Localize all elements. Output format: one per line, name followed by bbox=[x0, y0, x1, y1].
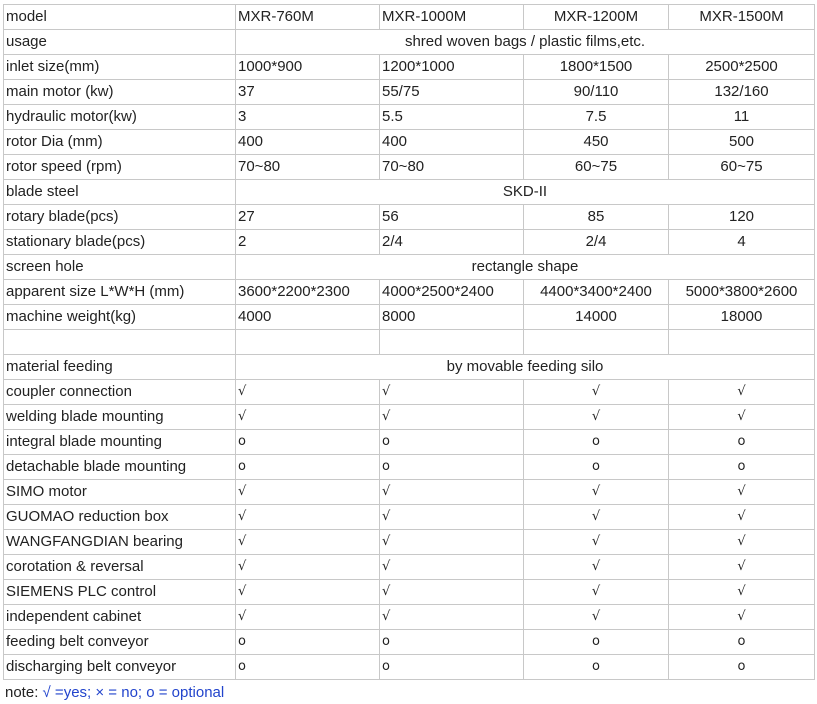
row-label: SIMO motor bbox=[4, 480, 236, 505]
row-value: √ bbox=[380, 380, 524, 405]
row-value: 400 bbox=[236, 130, 380, 155]
table-row bbox=[4, 30, 815, 55]
row-label: welding blade mounting bbox=[4, 405, 236, 430]
header-model: MXR-1000M bbox=[380, 5, 524, 30]
row-label: detachable blade mounting bbox=[4, 455, 236, 480]
row-label: rotor speed (rpm) bbox=[4, 155, 236, 180]
spec-table bbox=[3, 4, 815, 680]
row-value: √ bbox=[380, 555, 524, 580]
row-label: blade steel bbox=[4, 180, 236, 205]
row-value: o bbox=[236, 655, 380, 680]
table-row bbox=[4, 655, 815, 680]
table-row bbox=[4, 630, 815, 655]
header-model: MXR-1200M bbox=[524, 5, 669, 30]
row-value: √ bbox=[524, 555, 669, 580]
row-value: o bbox=[524, 630, 669, 655]
row-value: o bbox=[380, 430, 524, 455]
table-row bbox=[4, 180, 815, 205]
row-value: 4000 bbox=[236, 305, 380, 330]
row-value: 4 bbox=[669, 230, 815, 255]
table-row bbox=[4, 380, 815, 405]
row-label: integral blade mounting bbox=[4, 430, 236, 455]
row-span-value: SKD-II bbox=[236, 180, 815, 205]
row-label: feeding belt conveyor bbox=[4, 630, 236, 655]
table-row bbox=[4, 405, 815, 430]
row-value: √ bbox=[669, 555, 815, 580]
row-value: 60~75 bbox=[669, 155, 815, 180]
table-row bbox=[4, 80, 815, 105]
row-value: 2 bbox=[236, 230, 380, 255]
row-value: 120 bbox=[669, 205, 815, 230]
row-value: √ bbox=[669, 605, 815, 630]
row-value: o bbox=[380, 455, 524, 480]
row-label: rotary blade(pcs) bbox=[4, 205, 236, 230]
row-value: 70~80 bbox=[380, 155, 524, 180]
row-label: SIEMENS PLC control bbox=[4, 580, 236, 605]
row-value: 11 bbox=[669, 105, 815, 130]
row-span-value: by movable feeding silo bbox=[236, 355, 815, 380]
table-row bbox=[4, 330, 815, 355]
row-value: √ bbox=[524, 580, 669, 605]
row-value: 56 bbox=[380, 205, 524, 230]
row-label: apparent size L*W*H (mm) bbox=[4, 280, 236, 305]
row-label: WANGFANGDIAN bearing bbox=[4, 530, 236, 555]
table-row bbox=[4, 230, 815, 255]
row-value: √ bbox=[380, 530, 524, 555]
row-value: √ bbox=[380, 505, 524, 530]
row-label: main motor (kw) bbox=[4, 80, 236, 105]
row-label: screen hole bbox=[4, 255, 236, 280]
row-value: 1200*1000 bbox=[380, 55, 524, 80]
header-model: MXR-1500M bbox=[669, 5, 815, 30]
row-value: √ bbox=[380, 605, 524, 630]
row-value: √ bbox=[236, 380, 380, 405]
row-value: 132/160 bbox=[669, 80, 815, 105]
table-row bbox=[4, 555, 815, 580]
table-row bbox=[4, 255, 815, 280]
row-value: 60~75 bbox=[524, 155, 669, 180]
row-value: 2/4 bbox=[524, 230, 669, 255]
header-label: model bbox=[4, 5, 236, 30]
row-value: √ bbox=[236, 605, 380, 630]
table-row bbox=[4, 530, 815, 555]
row-value: 400 bbox=[380, 130, 524, 155]
row-value: √ bbox=[524, 605, 669, 630]
table-row bbox=[4, 605, 815, 630]
row-label: stationary blade(pcs) bbox=[4, 230, 236, 255]
row-label: inlet size(mm) bbox=[4, 55, 236, 80]
row-value: 2500*2500 bbox=[669, 55, 815, 80]
row-value: 5.5 bbox=[380, 105, 524, 130]
table-row bbox=[4, 430, 815, 455]
row-label: independent cabinet bbox=[4, 605, 236, 630]
note-legend: √ =yes; × = no; o = optional bbox=[42, 684, 225, 701]
row-label: machine weight(kg) bbox=[4, 305, 236, 330]
row-value: √ bbox=[380, 580, 524, 605]
row-value: √ bbox=[669, 480, 815, 505]
row-value: √ bbox=[524, 480, 669, 505]
row-value: √ bbox=[669, 380, 815, 405]
row-value: 18000 bbox=[669, 305, 815, 330]
row-value: √ bbox=[524, 380, 669, 405]
row-value: o bbox=[380, 655, 524, 680]
row-value: √ bbox=[380, 480, 524, 505]
table-row bbox=[4, 205, 815, 230]
row-value: √ bbox=[669, 580, 815, 605]
row-value: 3600*2200*2300 bbox=[236, 280, 380, 305]
row-label: rotor Dia (mm) bbox=[4, 130, 236, 155]
row-value: 1800*1500 bbox=[524, 55, 669, 80]
note-prefix: note: bbox=[5, 684, 43, 701]
row-value: 27 bbox=[236, 205, 380, 230]
row-label: usage bbox=[4, 30, 236, 55]
table-row bbox=[4, 155, 815, 180]
row-value bbox=[236, 330, 380, 355]
table-row bbox=[4, 455, 815, 480]
row-value: o bbox=[524, 455, 669, 480]
row-value: √ bbox=[236, 555, 380, 580]
row-value: √ bbox=[236, 530, 380, 555]
row-value: o bbox=[524, 430, 669, 455]
row-value: √ bbox=[524, 505, 669, 530]
row-value: o bbox=[524, 655, 669, 680]
row-value: o bbox=[380, 630, 524, 655]
table-row bbox=[4, 480, 815, 505]
row-label: GUOMAO reduction box bbox=[4, 505, 236, 530]
row-label: hydraulic motor(kw) bbox=[4, 105, 236, 130]
row-value: √ bbox=[380, 405, 524, 430]
row-value: 37 bbox=[236, 80, 380, 105]
table-row bbox=[4, 580, 815, 605]
row-value: o bbox=[669, 655, 815, 680]
row-value: 85 bbox=[524, 205, 669, 230]
row-value: √ bbox=[524, 530, 669, 555]
row-value: √ bbox=[236, 405, 380, 430]
row-value: 7.5 bbox=[524, 105, 669, 130]
table-note bbox=[5, 683, 224, 703]
row-value: √ bbox=[669, 505, 815, 530]
row-value: √ bbox=[669, 405, 815, 430]
row-value bbox=[524, 330, 669, 355]
row-value: o bbox=[669, 455, 815, 480]
row-value: 8000 bbox=[380, 305, 524, 330]
row-value: o bbox=[236, 430, 380, 455]
row-value: √ bbox=[236, 505, 380, 530]
row-value: 4000*2500*2400 bbox=[380, 280, 524, 305]
row-label: coupler connection bbox=[4, 380, 236, 405]
header-row bbox=[4, 5, 815, 30]
row-label: material feeding bbox=[4, 355, 236, 380]
table-row bbox=[4, 355, 815, 380]
row-value: o bbox=[236, 455, 380, 480]
row-value: 5000*3800*2600 bbox=[669, 280, 815, 305]
row-value: 500 bbox=[669, 130, 815, 155]
row-label: discharging belt conveyor bbox=[4, 655, 236, 680]
row-value: √ bbox=[236, 580, 380, 605]
row-value: 14000 bbox=[524, 305, 669, 330]
row-value: 450 bbox=[524, 130, 669, 155]
row-value: √ bbox=[524, 405, 669, 430]
table-row bbox=[4, 505, 815, 530]
row-span-value: shred woven bags / plastic films,etc. bbox=[236, 30, 815, 55]
row-value bbox=[380, 330, 524, 355]
table-row bbox=[4, 130, 815, 155]
table-row bbox=[4, 280, 815, 305]
row-value: √ bbox=[669, 530, 815, 555]
row-value: o bbox=[236, 630, 380, 655]
row-value: 2/4 bbox=[380, 230, 524, 255]
row-value: o bbox=[669, 630, 815, 655]
row-value: 55/75 bbox=[380, 80, 524, 105]
row-value: 4400*3400*2400 bbox=[524, 280, 669, 305]
row-value: √ bbox=[236, 480, 380, 505]
table-row bbox=[4, 305, 815, 330]
row-label: corotation & reversal bbox=[4, 555, 236, 580]
table-row bbox=[4, 105, 815, 130]
row-span-value: rectangle shape bbox=[236, 255, 815, 280]
header-model: MXR-760M bbox=[236, 5, 380, 30]
table-row bbox=[4, 55, 815, 80]
row-value bbox=[669, 330, 815, 355]
row-value: 1000*900 bbox=[236, 55, 380, 80]
row-value: 70~80 bbox=[236, 155, 380, 180]
row-value: 90/110 bbox=[524, 80, 669, 105]
row-label bbox=[4, 330, 236, 355]
row-value: o bbox=[669, 430, 815, 455]
row-value: 3 bbox=[236, 105, 380, 130]
